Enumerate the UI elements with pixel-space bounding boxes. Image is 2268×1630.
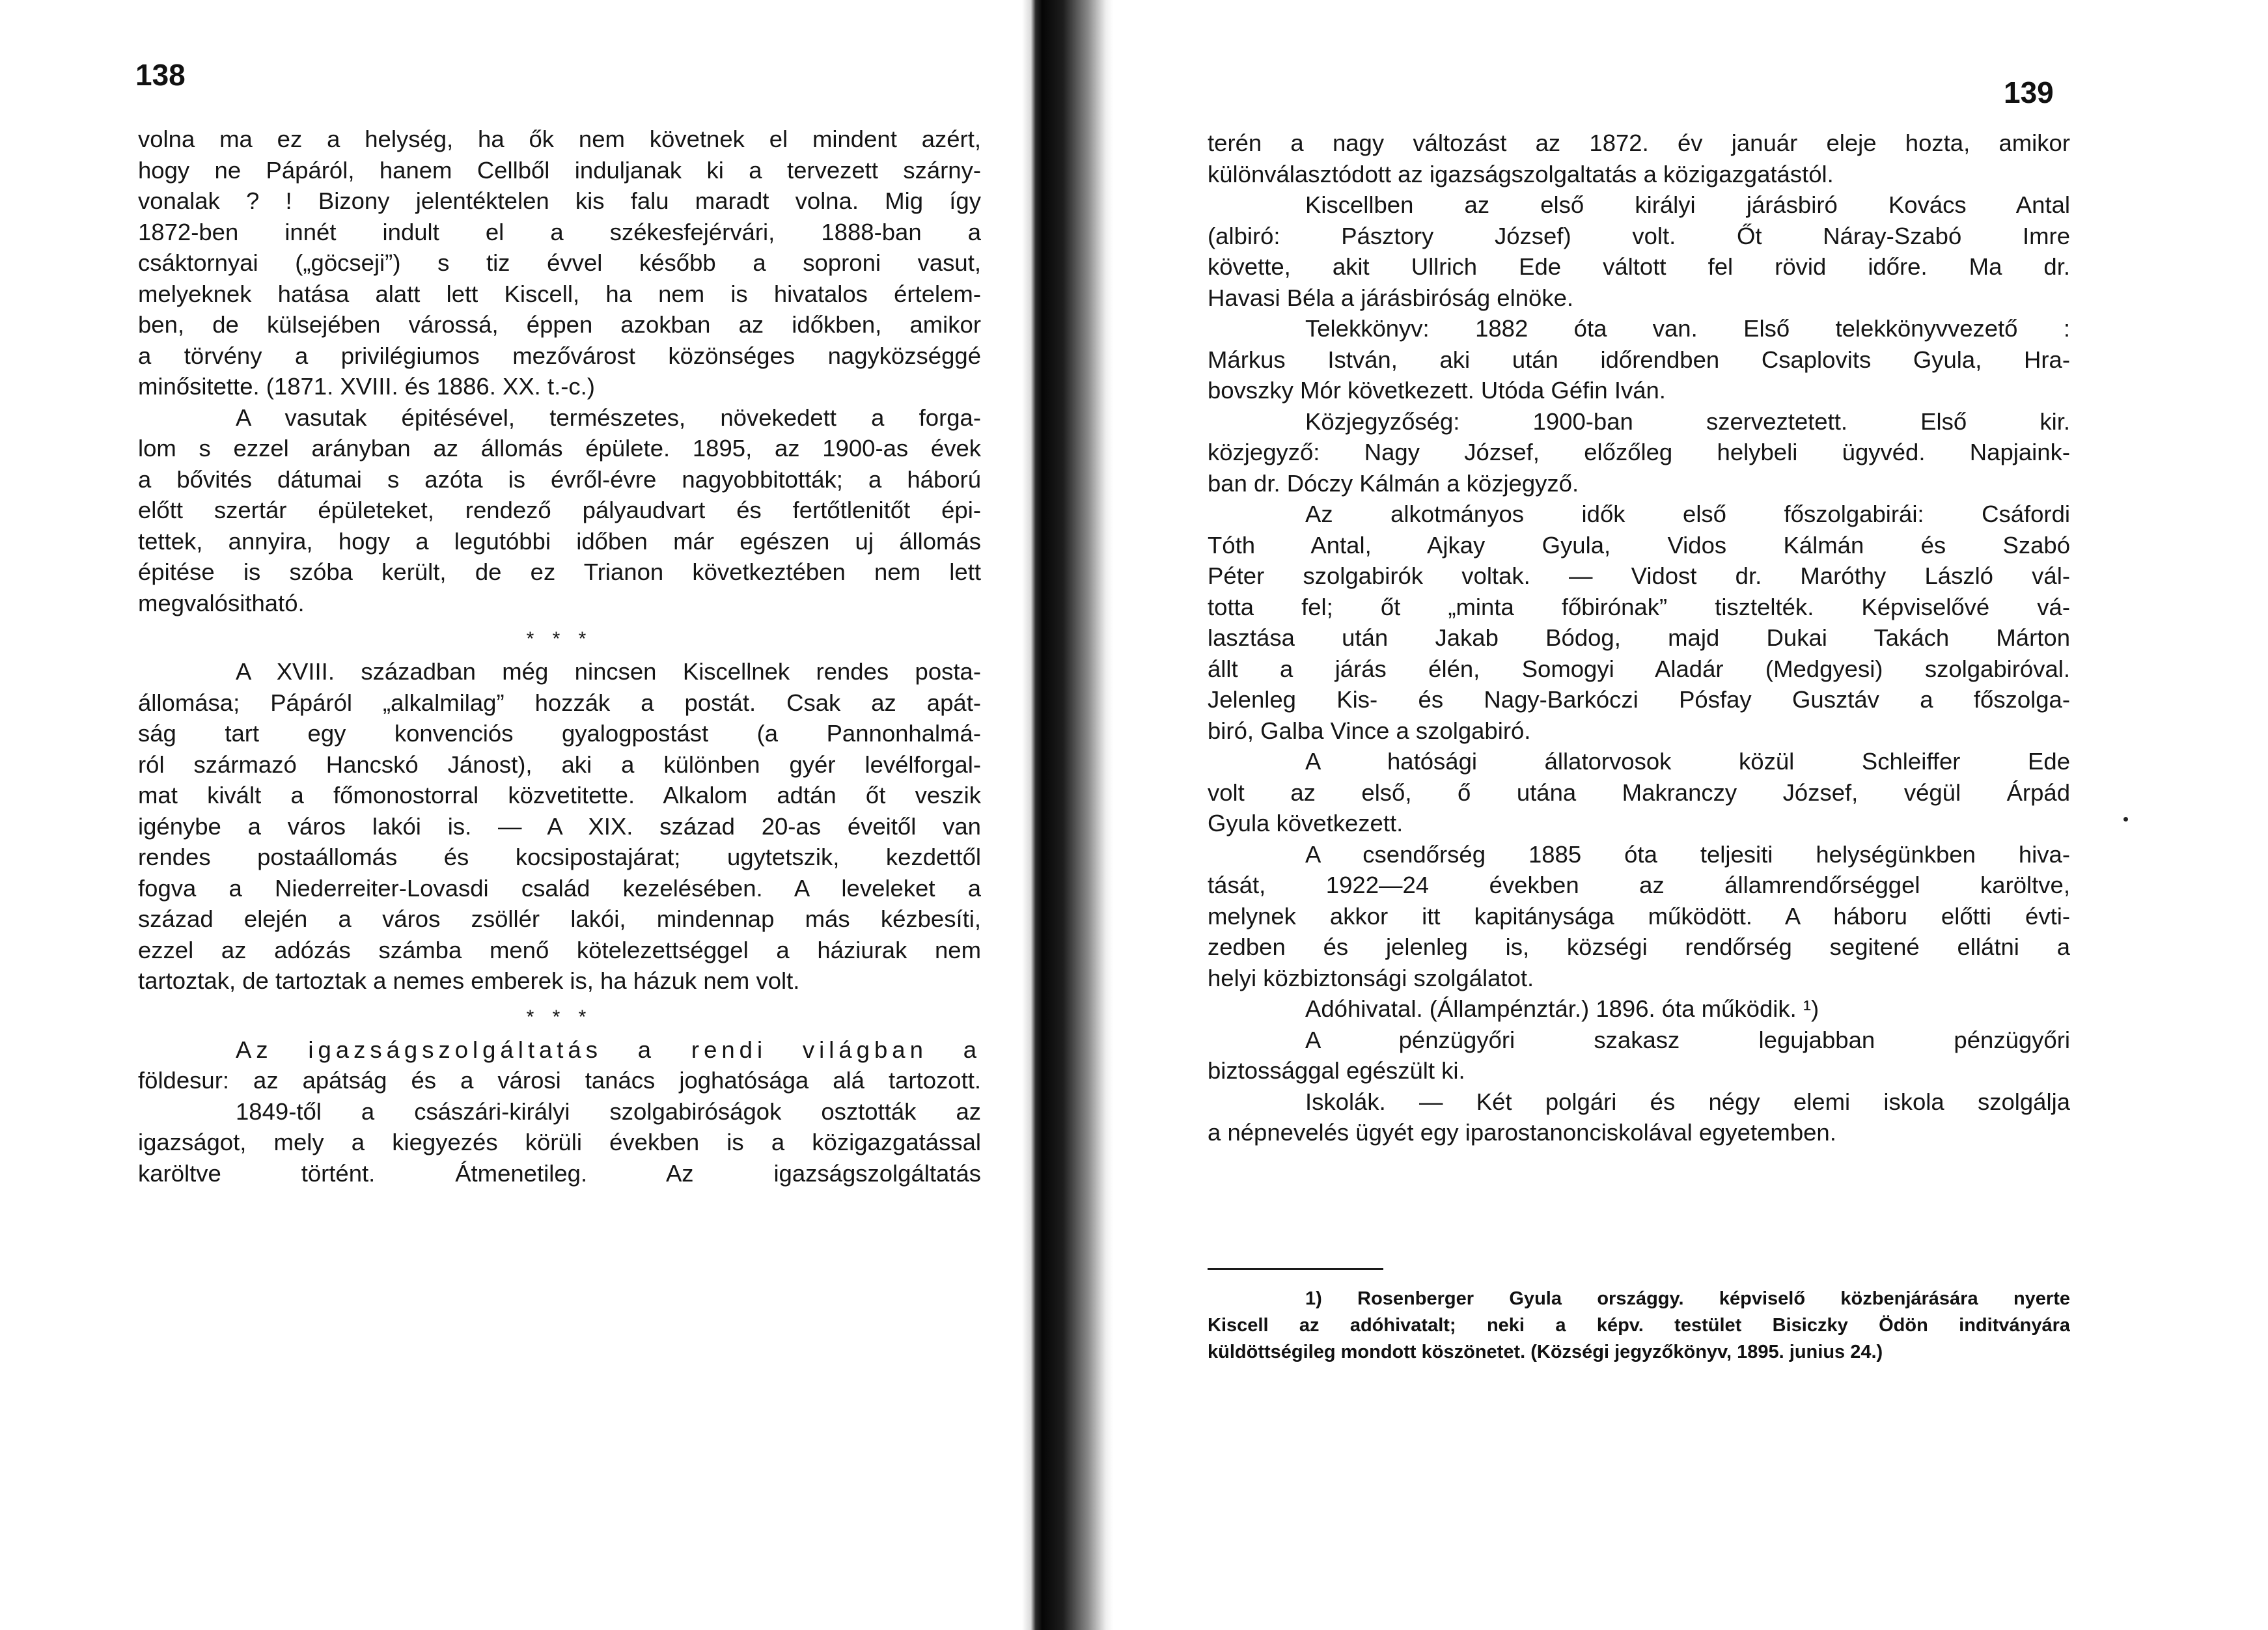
section-separator: * * * (526, 628, 593, 650)
text-line: a bővités dátumai s azóta is évről-évre nagyobbitották; a háború (138, 465, 981, 493)
text-line: (albiró: Pásztory József) volt. Őt Náray-Szabó Imre (1208, 222, 2070, 249)
text-line: helyi közbiztonsági szolgálatot. (1208, 964, 1534, 991)
binding-gutter-shadow (1022, 0, 1042, 1630)
text-line: Gyula következett. (1208, 810, 1404, 836)
text-line: ság tart egy konvenciós gyalogpostást (a Pannonhalmá- (138, 720, 981, 747)
text-line: állt a járás élén, Somogyi Aladár (Medgyesi) szolgabiróval. (1208, 655, 2070, 682)
text-line: tettek, annyira, hogy a legutóbbi időben már egészen uj állomás (138, 527, 981, 555)
text-line: közjegyző: Nagy József, előzőleg helybeli ügyvéd. Napjaink- (1208, 439, 2070, 465)
text-line: különválasztódott az igazságszolgaltatás a közigazgatástól. (1208, 160, 1834, 187)
footnote-line: küldöttségileg mondott köszönetet. (Községi jegyzőkönyv, 1895. junius 24.) (1208, 1342, 1883, 1362)
text-line: mat kivált a főmonostorral közvetitette. Alkalom adtán őt veszik (138, 782, 981, 808)
text-line: A pénzügyőri szakasz legujabban pénzügyőri (1305, 1026, 2070, 1053)
text-line: 1849-től a császári-királyi szolgabiróságok osztották az (236, 1098, 981, 1125)
text-line: biztossággal egészült ki. (1208, 1057, 1465, 1084)
text-line: Kiscellben az első királyi járásbiró Kovács Antal (1305, 191, 2070, 218)
binding-gutter-shadow (1042, 0, 1113, 1630)
text-line: melynek akkor itt kapitánysága működött. A háboru előtti évti- (1208, 902, 2070, 930)
text-line: század elején a város zsöllér lakói, mindennap más kézbesíti, (138, 905, 981, 932)
text-line: minősitette. (1871. XVIII. és 1886. XX. t.-c.) (138, 373, 595, 400)
text-line: a törvény a privilégiumos mezővárost közönséges nagyközséggé (138, 342, 981, 369)
footnote (1208, 1286, 2070, 1366)
text-line: totta fel; őt „minta főbirónak” tisztelték. Képviselővé vá- (1208, 593, 2070, 620)
text-line: A vasutak épitésével, természetes, növekedett a forga- (236, 404, 981, 431)
text-line: hogy ne Pápáról, hanem Cellből induljanak ki a tervezett szárny- (138, 156, 981, 184)
text-line: állomása; Pápáról „alkalmilag” hozzák a postát. Csak az apát- (138, 689, 981, 716)
text-line: épitése is szóba került, de ez Trianon következtében nem lett (138, 559, 981, 585)
text-line: ról származó Hancskó Jánost), aki a különben gyér levélforgal- (138, 751, 981, 778)
print-speck (2123, 817, 2128, 822)
text-line: fogva a Niederreiter-Lovasdi család kezelésében. A leveleket a (138, 874, 981, 902)
text-line: lom s ezzel arányban az állomás épülete. 1895, az 1900-as évek (138, 435, 981, 462)
text-line: volt az első, ő utána Makranczy József, végül Árpád (1208, 779, 2070, 806)
text-line: terén a nagy változást az 1872. év január eleje hozta, amikor (1208, 130, 2070, 156)
text-line: A XVIII. században még nincsen Kiscellnek rendes posta- (236, 658, 981, 685)
text-line: igénybe a város lakói is. — A XIX. század 20-as éveitől van (138, 812, 981, 840)
page-number: 138 (135, 58, 186, 92)
text-line: a népnevelés ügyét egy iparostanonciskolával egyetemben. (1208, 1119, 1836, 1146)
text-line: Márkus István, aki után időrendben Csaplovits Gyula, Hra- (1208, 346, 2070, 373)
text-line: biró, Galba Vince a szolgabiró. (1208, 717, 1531, 744)
text-line: Jelenleg Kis- és Nagy-Barkóczi Pósfay Gusztáv a főszolga- (1208, 686, 2070, 713)
text-line: tását, 1922—24 években az államrendőrséggel karöltve, (1208, 872, 2070, 898)
text-line: ben, de külsejében várossá, éppen azokban az időkben, amikor (138, 311, 981, 338)
text-line: Havasi Béla a járásbiróság elnöke. (1208, 284, 1574, 311)
text-line: bovszky Mór következett. Utóda Géfin Iván. (1208, 377, 1666, 404)
text-line: igazságot, mely a kiegyezés körüli években is a közigazgatással (138, 1129, 981, 1155)
text-line: A hatósági állatorvosok közül Schleiffer Ede (1305, 748, 2070, 775)
text-line: ezzel az adózás számba menő kötelezettséggel a háziurak nem (138, 936, 981, 963)
text-line: karöltve történt. Átmenetileg. Az igazságszolgáltatás (138, 1159, 981, 1187)
text-line: tartoztak, de tartoztak a nemes emberek is, ha házuk nem volt. (138, 967, 800, 994)
text-line: Az igazságszolgáltatás a rendi világban a (236, 1036, 981, 1063)
text-line: melyeknek hatása alatt lett Kiscell, ha nem is hivatalos értelem- (138, 280, 981, 307)
footnote-line: 1) Rosenberger Gyula országgy. képviselő közbenjárására nyerte (1305, 1288, 2070, 1309)
text-line: Iskolák. — Két polgári és négy elemi iskola szolgálja (1305, 1088, 2070, 1115)
right-page (1107, 0, 2268, 1630)
text-line: földesur: az apátság és a városi tanács joghatósága alá tartozott. (138, 1067, 981, 1094)
text-line: zedben és jelenleg is, községi rendőrség segitené ellátni a (1208, 933, 2070, 960)
text-line: Adóhivatal. (Állampénztár.) 1896. óta működik. ¹) (1305, 995, 1819, 1022)
text-line: Közjegyzőség: 1900-ban szerveztetett. Első kir. (1305, 408, 2070, 435)
text-line: volna ma ez a helység, ha ők nem követnek el mindent azért, (138, 126, 981, 152)
text-line: Telekkönyv: 1882 óta van. Első telekkönyvvezető : (1305, 315, 2070, 342)
left-page-text (138, 124, 981, 1189)
text-line: lasztása után Jakab Bódog, majd Dukai Takách Márton (1208, 624, 2070, 651)
footnote-line: Kiscell az adóhivatalt; neki a képv. testület Bisiczky Ödön inditványára (1208, 1315, 2070, 1336)
text-line: vonalak ? ! Bizony jelentéktelen kis falu maradt volna. Mig így (138, 187, 981, 214)
text-line: követte, akit Ullrich Ede váltott fel rövid időre. Ma dr. (1208, 253, 2070, 280)
footnote-divider (1208, 1268, 1383, 1270)
text-line: rendes postaállomás és kocsipostajárat; ugytetszik, kezdettől (138, 844, 981, 870)
page-number: 139 (2004, 76, 2054, 109)
text-line: A csendőrség 1885 óta teljesiti helységünkben hiva- (1305, 840, 2070, 868)
text-line: Tóth Antal, Ajkay Gyula, Vidos Kálmán és Szabó (1208, 531, 2070, 559)
text-line: megvalósitható. (138, 589, 305, 616)
text-line: Az alkotmányos idők első főszolgabirái: Csáfordi (1305, 501, 2070, 527)
text-line: ban dr. Dóczy Kálmán a közjegyző. (1208, 469, 1579, 497)
right-page-text (1208, 128, 2070, 1148)
left-page (0, 0, 1035, 1630)
text-line: csáktornyai („göcseji”) s tiz évvel később a soproni vasut, (138, 249, 981, 276)
section-separator: * * * (526, 1006, 593, 1028)
text-line: előtt szertár épületeket, rendező pályaudvart és fertőtlenitőt épi- (138, 497, 981, 523)
text-line: 1872-ben innét indult el a székesfejérvári, 1888-ban a (138, 218, 981, 245)
text-line: Péter szolgabirók voltak. — Vidost dr. Maróthy László vál- (1208, 562, 2070, 589)
